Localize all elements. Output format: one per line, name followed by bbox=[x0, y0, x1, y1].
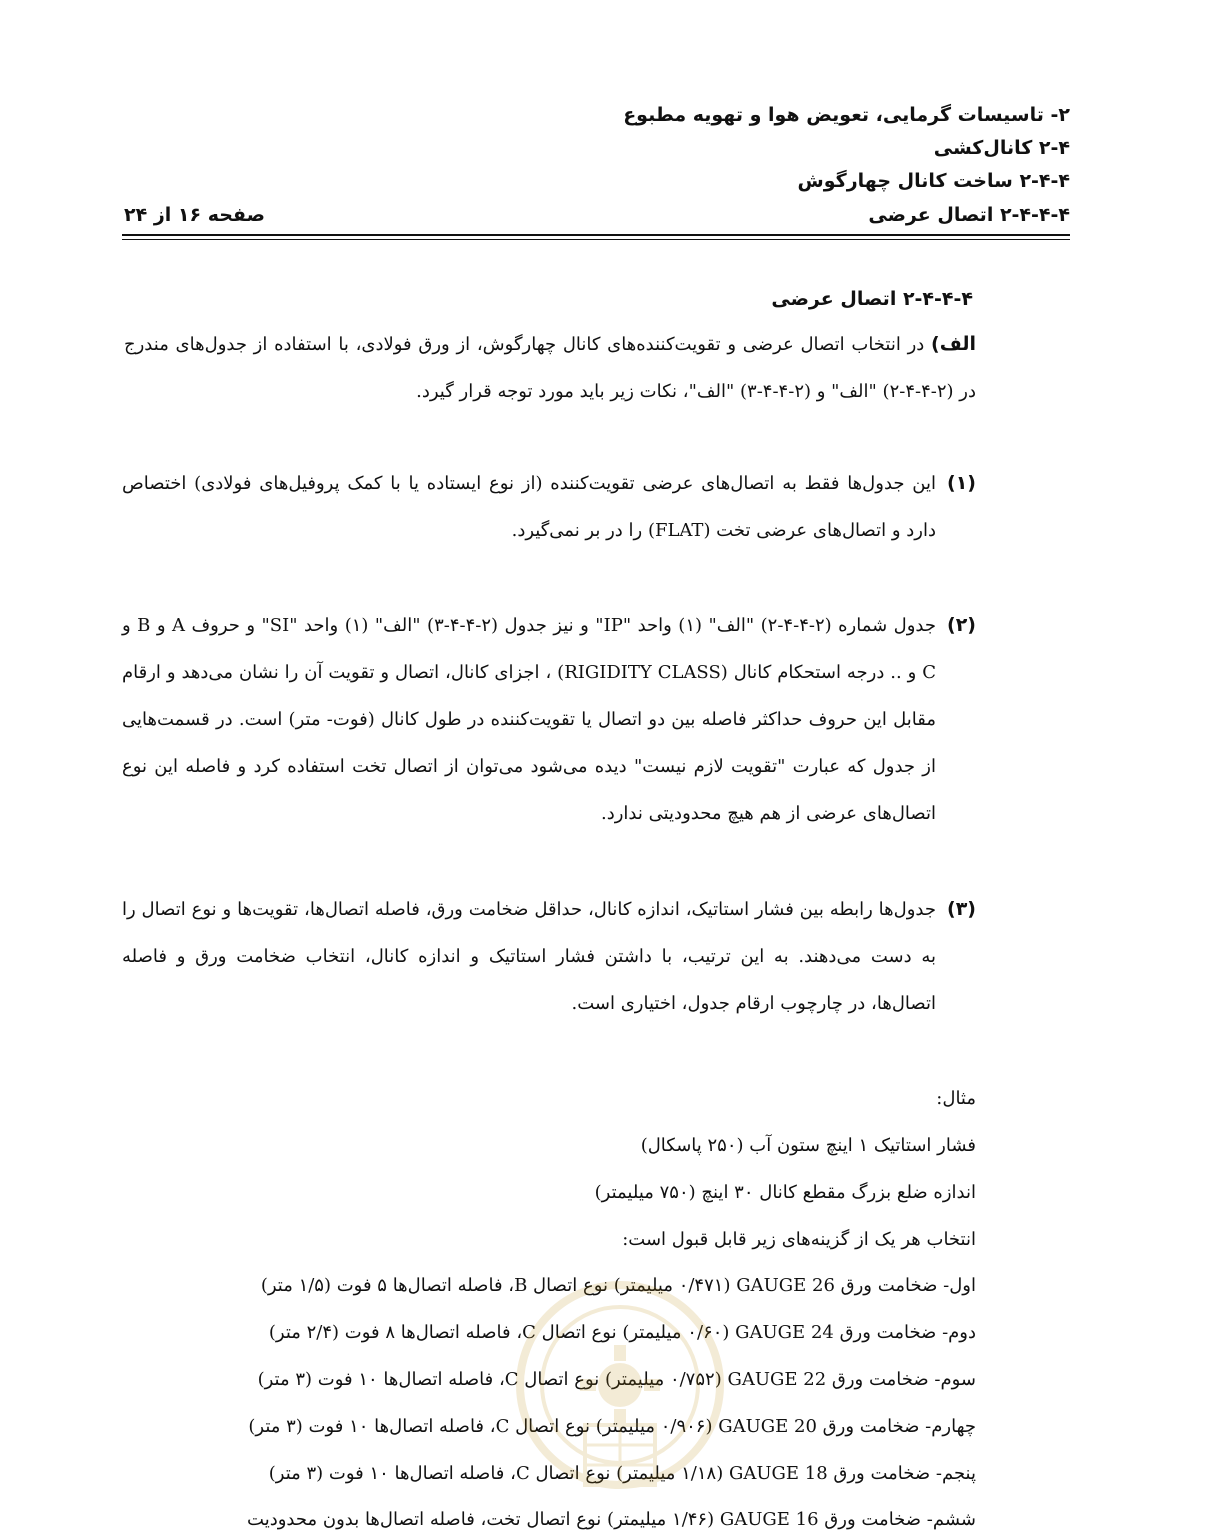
example-option-6: ششم- ضخامت ورق 16 GAUGE (۱/۴۶ میلیمتر) نوع اتصال تخت، فاصله اتصال‌ها بدون محدودیت bbox=[247, 1509, 976, 1530]
item-number-2: (۲) bbox=[947, 614, 976, 636]
header-rule-thin bbox=[122, 239, 1070, 240]
example-option-2: دوم- ضخامت ورق 24 GAUGE (۰/۶۰ میلیمتر) نوع اتصال C، فاصله اتصال‌ها ۸ فوت (۲/۴ متر) bbox=[268, 1322, 976, 1343]
item-number-3: (۳) bbox=[947, 898, 976, 920]
item-text-1: این جدول‌ها فقط به اتصال‌های عرضی تقویت‌کننده (از نوع ایستاده یا با کمک پروفیل‌های فولادی) اختصاص دارد و اتصال‌های عرضی تخت (FLAT) را در بر نمی‌گیرد. bbox=[122, 473, 936, 541]
intro-paragraph bbox=[124, 321, 976, 415]
intro-label: الف) bbox=[931, 333, 976, 355]
header-rule-thick bbox=[122, 234, 1070, 236]
example-option-5: پنجم- ضخامت ورق 18 GAUGE (۱/۱۸ میلیمتر) نوع اتصال C، فاصله اتصال‌ها ۱۰ فوت (۳ متر) bbox=[268, 1463, 976, 1484]
item-number-1: (۱) bbox=[947, 472, 976, 494]
header-section: ۲-۴ کانال‌کشی bbox=[933, 137, 1070, 159]
section-title: ۲-۴-۴-۴ اتصال عرضی bbox=[771, 288, 973, 310]
example-option-4: چهارم- ضخامت ورق 20 GAUGE (۰/۹۰۶ میلیمتر) نوع اتصال C، فاصله اتصال‌ها ۱۰ فوت (۳ متر) bbox=[248, 1416, 976, 1437]
header-subsection: ۲-۴-۴ ساخت کانال چهارگوش bbox=[797, 170, 1070, 192]
example-option-3: سوم- ضخامت ورق 22 GAUGE (۰/۷۵۲ میلیمتر) نوع اتصال C، فاصله اتصال‌ها ۱۰ فوت (۳ متر) bbox=[257, 1369, 976, 1390]
header-chapter: ۲- تاسیسات گرمایی، تعویض هوا و تهویه مطبوع bbox=[623, 104, 1070, 126]
item-text-3: جدول‌ها رابطه بین فشار استاتیک، اندازه کانال، حداقل ضخامت ورق، فاصله اتصال‌ها، تقویت‌ها و نوع اتصال را به دست می‌دهند. به این ترتیب، با داشتن فشار استاتیک و اندازه کانال، انتخاب ضخامت ورق و فاصله اتصال‌ها، در چارچوب ارقام جدول، اختیاری است. bbox=[122, 899, 936, 1014]
example-label: مثال: bbox=[936, 1088, 976, 1109]
item-text-2: جدول شماره (۲-۴-۴-۲) "الف" (۱) واحد "IP" و نیز جدول (۲-۴-۴-۳) "الف" (۱) واحد "SI" و حروف A و B و C و .. درجه استحکام کانال (RIGIDITY CLASS) ، اجزای کانال، اتصال و تقویت آن را نشان می‌دهد و ارقام مقابل این حروف حداکثر فاصله بین دو اتصال یا تقویت‌کننده در طول کانال (فوت- متر) است. در قسمت‌هایی از جدول که عبارت "تقویت لازم نیست" دیده می‌شود می‌توان از اتصال تخت استفاده کرد و فاصله این نوع اتصال‌های عرضی از هم هیچ محدودیتی ندارد. bbox=[122, 615, 937, 824]
header-topic: ۲-۴-۴-۴ اتصال عرضی bbox=[868, 204, 1070, 226]
example-line-size: اندازه ضلع بزرگ مقطع کانال ۳۰ اینچ (۷۵۰ میلیمتر) bbox=[594, 1182, 976, 1203]
example-option-1: اول- ضخامت ورق 26 GAUGE (۰/۴۷۱ میلیمتر) نوع اتصال B، فاصله اتصال‌ها ۵ فوت (۱/۵ متر) bbox=[260, 1275, 976, 1296]
page-number: صفحه ۱۶ از ۲۴ bbox=[124, 204, 265, 226]
example-line-pressure: فشار استاتیک ۱ اینچ ستون آب (۲۵۰ پاسکال) bbox=[640, 1135, 976, 1156]
intro-text: در انتخاب اتصال عرضی و تقویت‌کننده‌های کانال چهارگوش، از ورق فولادی، با استفاده از جدول‌های مندرج در (۲-۴-۴-۲) "الف" و (۲-۴-۴-۳) "الف"، نکات زیر باید مورد توجه قرار گیرد. bbox=[124, 334, 976, 402]
example-line-choices: انتخاب هر یک از گزینه‌های زیر قابل قبول است: bbox=[622, 1229, 976, 1250]
